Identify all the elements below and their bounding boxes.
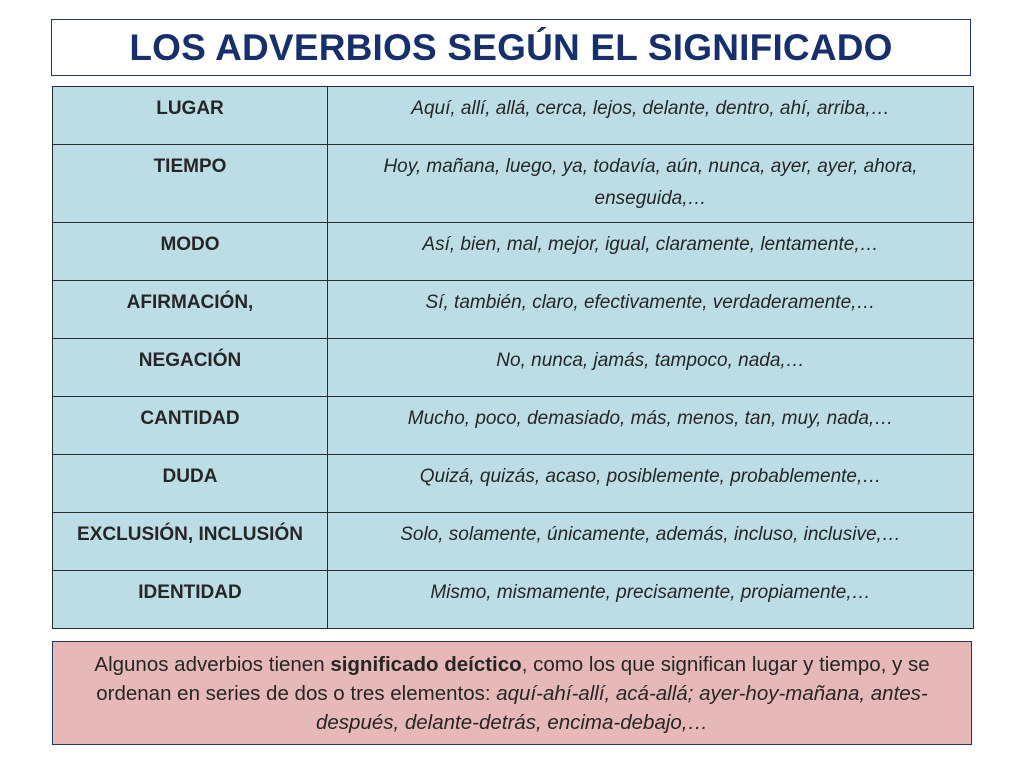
adverbs-table	[52, 86, 974, 629]
examples-cell: Sí, también, claro, efectivamente, verdaderamente,…	[328, 281, 974, 339]
note-text-2: , como los que significan lugar y tiempo, y se ordenan en series de dos o tres elementos:	[96, 652, 930, 705]
category-cell: DUDA	[53, 455, 328, 513]
category-cell: EXCLUSIÓN, INCLUSIÓN	[53, 513, 328, 571]
table-row	[53, 145, 974, 223]
category-cell: TIEMPO	[53, 145, 328, 223]
page-title: LOS ADVERBIOS SEGÚN EL SIGNIFICADO	[129, 26, 893, 68]
examples-cell: No, nunca, jamás, tampoco, nada,…	[328, 339, 974, 397]
examples-cell: Hoy, mañana, luego, ya, todavía, aún, nunca, ayer, ayer, ahora, enseguida,…	[328, 145, 974, 223]
examples-cell: Solo, solamente, únicamente, además, incluso, inclusive,…	[328, 513, 974, 571]
examples-cell: Mucho, poco, demasiado, más, menos, tan, muy, nada,…	[328, 397, 974, 455]
table-row	[53, 339, 974, 397]
table-row	[53, 513, 974, 571]
table-row	[53, 571, 974, 629]
category-cell: CANTIDAD	[53, 397, 328, 455]
category-cell: AFIRMACIÓN,	[53, 281, 328, 339]
examples-cell: Aquí, allí, allá, cerca, lejos, delante, dentro, ahí, arriba,…	[328, 87, 974, 145]
examples-cell: Quizá, quizás, acaso, posiblemente, probablemente,…	[328, 455, 974, 513]
category-cell: LUGAR	[53, 87, 328, 145]
category-cell: MODO	[53, 223, 328, 281]
table-row	[53, 397, 974, 455]
table-row	[53, 281, 974, 339]
examples-cell: Así, bien, mal, mejor, igual, claramente, lentamente,…	[328, 223, 974, 281]
note-bold-term: significado deíctico	[330, 652, 522, 676]
note-examples: aquí-ahí-allí, acá-allá; ayer-hoy-mañana, antes-después, delante-detrás, encima-debajo,…	[315, 681, 928, 734]
table-row	[53, 223, 974, 281]
deictic-note	[67, 650, 957, 737]
table-row	[53, 87, 974, 145]
deictic-note-box	[52, 641, 972, 745]
title-box	[51, 19, 971, 76]
category-cell: NEGACIÓN	[53, 339, 328, 397]
table-row	[53, 455, 974, 513]
examples-cell: Mismo, mismamente, precisamente, propiamente,…	[328, 571, 974, 629]
category-cell: IDENTIDAD	[53, 571, 328, 629]
note-text-1: Algunos adverbios tienen	[94, 652, 331, 676]
